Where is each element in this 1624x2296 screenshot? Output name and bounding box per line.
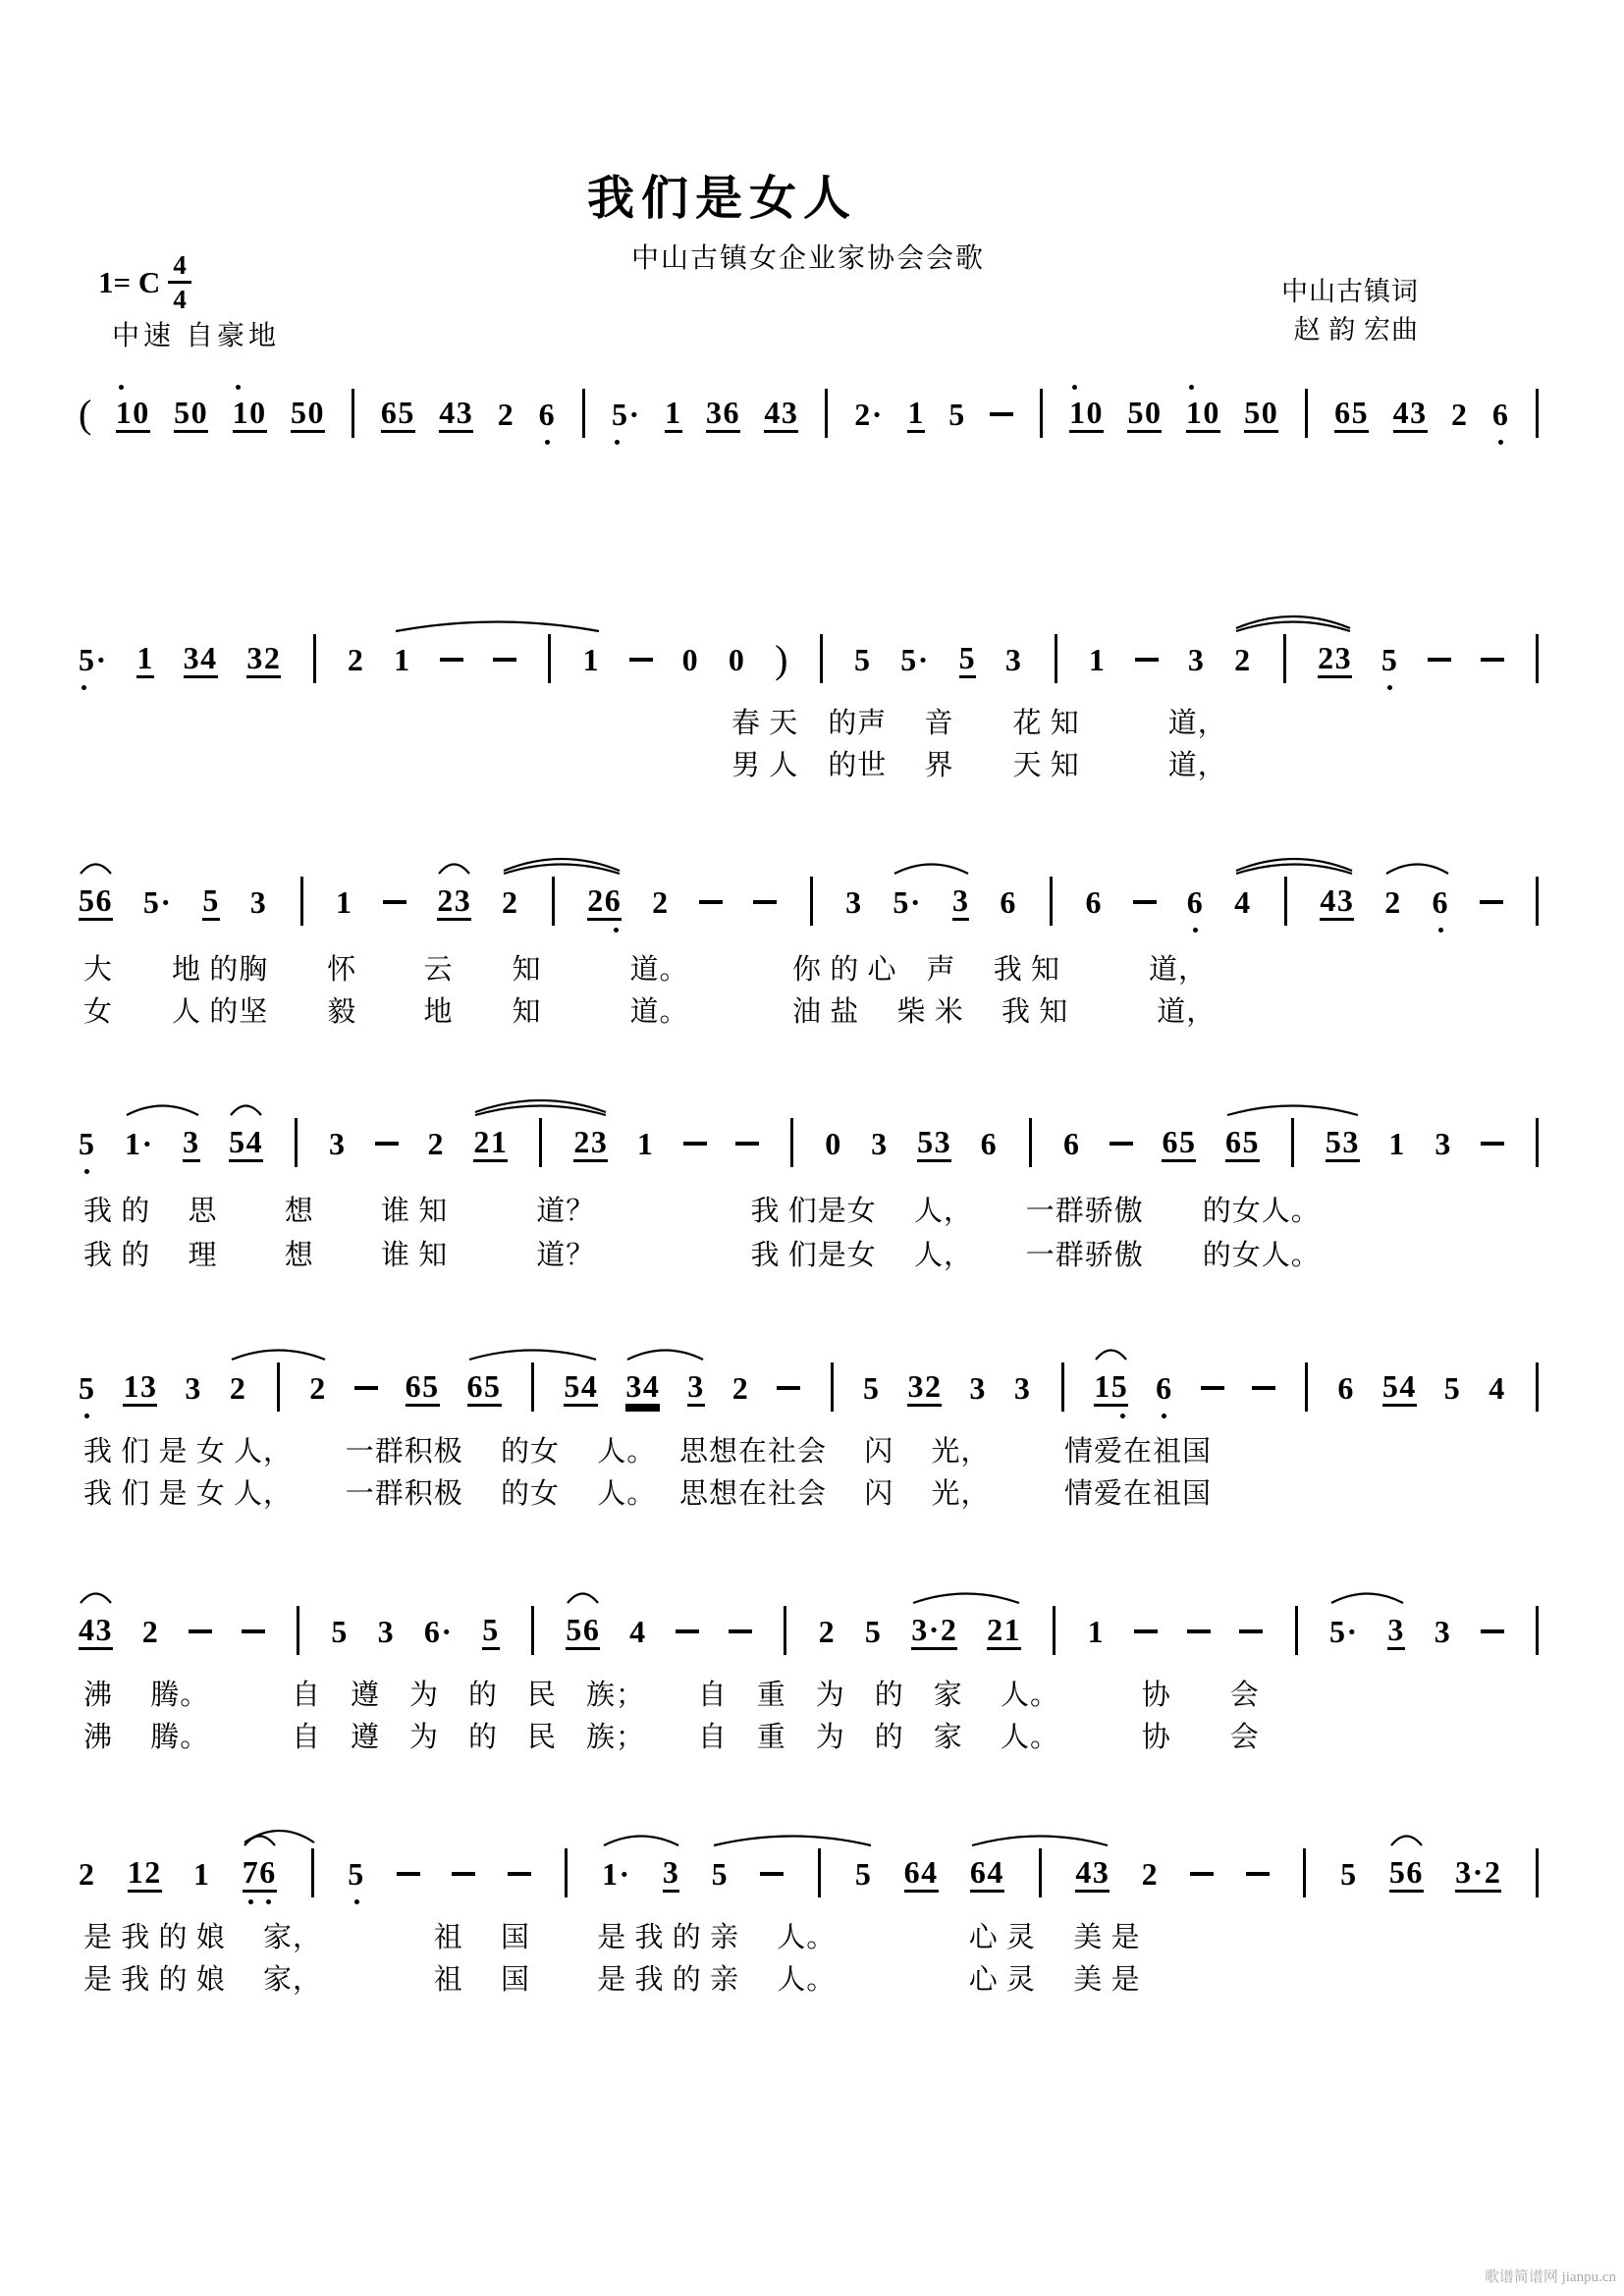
- duration-dash: [397, 1841, 420, 1907]
- credits: [1281, 273, 1419, 349]
- lyric-line-block1-v1: 春 天 的声 音 花 知 道，: [731, 708, 1227, 739]
- barline: [1534, 626, 1542, 693]
- note-2: 2: [79, 1856, 96, 1892]
- music-line-4: [79, 1110, 1542, 1177]
- note-26: 26: [587, 869, 622, 935]
- note-50: 50: [1127, 381, 1162, 448]
- note-10: 10: [1186, 381, 1220, 448]
- duration-dash: [629, 626, 653, 693]
- barline: [298, 869, 305, 935]
- barline: [782, 1598, 789, 1665]
- note-3: 3: [687, 1355, 705, 1421]
- barline: [1534, 1598, 1542, 1665]
- note-0: 0: [681, 642, 700, 677]
- duration-dash: [440, 626, 463, 693]
- duration-dash: [1187, 1598, 1211, 1665]
- octave-dot: [1387, 685, 1392, 690]
- note-1: 1: [394, 642, 411, 677]
- note-2: 2: [1450, 397, 1469, 432]
- time-signature-bottom: 4: [173, 285, 187, 315]
- note-5: 5: [864, 1614, 883, 1649]
- barline: [1027, 1110, 1035, 1177]
- barline: [580, 381, 588, 448]
- barline: [1038, 381, 1046, 448]
- note-2: 2: [1141, 1856, 1160, 1892]
- duration-dash: [242, 1598, 265, 1665]
- lyric-line-block1-v2: 男 人 的世 界 天 知 道，: [731, 750, 1227, 781]
- note-32: 32: [907, 1355, 942, 1421]
- note-1: 1: [907, 381, 925, 448]
- octave-dot: [614, 928, 619, 933]
- lyric-line-block4-v1: 我 们 是 女 人， 一群积极 的女 人。 思想在社会 闪 光， 情爱在祖国: [83, 1436, 1213, 1468]
- octave-dot: [545, 440, 550, 445]
- duration-dash: [1190, 1841, 1214, 1907]
- barline: [1534, 1110, 1542, 1177]
- note-3·2: 3·2: [1455, 1841, 1501, 1907]
- note-5·: 5·: [1328, 1614, 1359, 1649]
- note-43: 43: [79, 1598, 113, 1665]
- note-4: 4: [1234, 884, 1252, 920]
- note-21: 21: [473, 1110, 508, 1177]
- note-5: 5: [79, 1355, 96, 1421]
- barline: [1534, 1355, 1542, 1421]
- octave-dot: [1438, 928, 1443, 933]
- barline: [274, 1355, 282, 1421]
- note-1: 1: [335, 884, 353, 920]
- note-50: 50: [1244, 381, 1278, 448]
- note-12: 12: [128, 1841, 162, 1907]
- key-signature: [98, 251, 191, 314]
- note-23: 23: [573, 1110, 608, 1177]
- note-43: 43: [1075, 1841, 1110, 1907]
- note-1: 1: [1388, 1126, 1406, 1161]
- barline: [1280, 626, 1288, 693]
- note-3: 3: [1387, 1598, 1405, 1665]
- note-4: 4: [1489, 1370, 1506, 1406]
- note-6: 6: [1492, 381, 1510, 448]
- lyric-line-block5-v1: 沸 腾。 自 遵 为 的 民 族； 自 重 为 的 家 人。 协 会: [83, 1680, 1260, 1711]
- note-5·: 5·: [900, 642, 930, 677]
- note-50: 50: [291, 381, 325, 448]
- barline: [1534, 381, 1542, 448]
- note-2: 2: [502, 884, 519, 920]
- octave-dot: [1120, 1414, 1125, 1418]
- note-3: 3: [663, 1841, 680, 1907]
- octave-dot: [236, 385, 241, 390]
- note-1·: 1·: [602, 1856, 631, 1892]
- note-2: 2: [1234, 642, 1252, 677]
- barline: [828, 1355, 836, 1421]
- barline: [295, 1598, 302, 1665]
- duration-dash: [1428, 626, 1451, 693]
- slur-tie-arcs: [79, 1817, 1542, 1850]
- note-3: 3: [845, 884, 863, 920]
- music-line-5: [79, 1355, 1542, 1421]
- music-line-1: [79, 381, 1542, 448]
- duration-dash: [452, 1841, 475, 1907]
- octave-dot: [1072, 385, 1077, 390]
- octave-dot: [1498, 440, 1503, 445]
- note-3: 3: [185, 1370, 202, 1406]
- note-3: 3: [1187, 642, 1206, 677]
- note-76: 76: [243, 1841, 277, 1907]
- note-64: 64: [970, 1841, 1004, 1907]
- octave-dot: [248, 1899, 253, 1904]
- lyric-line-block3-v1: 我 的 思 想 谁 知 道？ 我 们是女 人， 一群骄傲 的女人。: [83, 1196, 1321, 1227]
- note-2: 2: [818, 1614, 837, 1649]
- note-6: 6: [1433, 869, 1450, 935]
- barline: [788, 1110, 796, 1177]
- note-53: 53: [917, 1110, 951, 1177]
- duration-dash: [1481, 1598, 1504, 1665]
- note-2: 2: [141, 1614, 160, 1649]
- music-line-3: [79, 869, 1542, 935]
- note-5: 5: [854, 642, 872, 677]
- duration-dash: [1481, 1110, 1504, 1177]
- note-3: 3: [329, 1126, 347, 1161]
- duration-dash: [729, 1598, 752, 1665]
- duration-dash: [354, 1355, 378, 1421]
- note-6: 6: [1000, 884, 1017, 920]
- barline: [1036, 1841, 1044, 1907]
- note-21: 21: [987, 1598, 1021, 1665]
- note-5: 5: [854, 1856, 873, 1892]
- duration-dash: [990, 381, 1013, 448]
- barline: [1281, 869, 1289, 935]
- note-5: 5: [1443, 1370, 1462, 1406]
- note-3·2: 3·2: [911, 1598, 957, 1665]
- note-2: 2: [309, 1370, 327, 1406]
- octave-dot: [1193, 928, 1198, 933]
- barline: [1052, 626, 1059, 693]
- note-43: 43: [439, 381, 473, 448]
- note-65: 65: [467, 1355, 502, 1421]
- duration-dash: [1252, 1355, 1275, 1421]
- note-36: 36: [706, 381, 740, 448]
- note-54: 54: [1382, 1355, 1417, 1421]
- lyric-line-block6-v2: 是 我 的 娘 家， 祖 国 是 我 的 亲 人。 心 灵 美 是: [83, 1964, 1141, 1996]
- time-signature: [168, 251, 191, 314]
- tempo-marking: 中速 自豪地: [112, 321, 281, 351]
- lyric-line-block6-v1: 是 我 的 娘 家， 祖 国 是 我 的 亲 人。 心 灵 美 是: [83, 1922, 1141, 1953]
- octave-dot: [81, 685, 86, 690]
- duration-dash: [1480, 869, 1503, 935]
- note-5: 5: [1381, 626, 1399, 693]
- barline: [817, 626, 825, 693]
- barline: [1048, 869, 1056, 935]
- duration-dash: [1133, 869, 1157, 935]
- note-10: 10: [1069, 381, 1104, 448]
- note-50: 50: [174, 381, 208, 448]
- duration-dash: [493, 626, 516, 693]
- parenthesis: (: [79, 392, 92, 436]
- barline: [807, 869, 815, 935]
- note-6: 6: [539, 381, 557, 448]
- time-signature-top: 4: [168, 251, 191, 284]
- note-6: 6: [1187, 869, 1205, 935]
- note-2: 2: [229, 1370, 247, 1406]
- note-54: 54: [564, 1355, 598, 1421]
- note-3: 3: [183, 1110, 200, 1177]
- music-line-7: [79, 1841, 1542, 1907]
- song-title: 我们是女人: [587, 173, 858, 225]
- note-56: 56: [1389, 1841, 1424, 1907]
- lyric-line-block2-v2: 女 人 的坚 毅 地 知 道。 油 盐 柴 米 我 知 道，: [83, 996, 1217, 1028]
- note-1: 1: [1088, 642, 1107, 677]
- duration-dash: [735, 1110, 759, 1177]
- watermark: 歌谱简谱网 jianpu.cn: [1484, 2269, 1616, 2285]
- note-5: 5: [959, 626, 977, 693]
- note-5: 5: [202, 869, 220, 935]
- note-2: 2: [497, 397, 515, 432]
- slur-tie-arcs: [79, 1331, 1542, 1364]
- barline: [293, 1110, 300, 1177]
- note-54: 54: [229, 1110, 263, 1177]
- note-0: 0: [728, 642, 746, 677]
- note-3: 3: [871, 1126, 889, 1161]
- note-65: 65: [1334, 381, 1369, 448]
- note-2: 2: [652, 884, 670, 920]
- note-13: 13: [123, 1355, 157, 1421]
- barline: [529, 1598, 537, 1665]
- key-letter: 1= C: [98, 264, 161, 299]
- note-5: 5: [1340, 1856, 1358, 1892]
- barline: [823, 381, 831, 448]
- barline: [308, 1841, 316, 1907]
- note-65: 65: [381, 381, 415, 448]
- octave-dot: [119, 385, 124, 390]
- note-34: 34: [184, 626, 218, 693]
- lyric-line-block3-v2: 我 的 理 想 谁 知 道？ 我 们是女 人， 一群骄傲 的女人。: [83, 1240, 1321, 1271]
- lyric-line-block5-v2: 沸 腾。 自 遵 为 的 民 族； 自 重 为 的 家 人。 协 会: [83, 1722, 1260, 1753]
- note-3: 3: [249, 884, 268, 920]
- duration-dash: [1134, 1598, 1158, 1665]
- octave-dot: [84, 1169, 89, 1174]
- duration-dash: [1481, 626, 1504, 693]
- note-5: 5: [948, 397, 966, 432]
- duration-dash: [383, 869, 406, 935]
- note-1: 1: [582, 642, 601, 677]
- note-43: 43: [1393, 381, 1428, 448]
- note-56: 56: [566, 1598, 600, 1665]
- note-23: 23: [437, 869, 471, 935]
- duration-dash: [760, 1841, 784, 1907]
- note-5: 5: [348, 1841, 365, 1907]
- note-5·: 5·: [142, 884, 173, 920]
- note-6: 6: [980, 1126, 999, 1161]
- note-0: 0: [825, 1126, 842, 1161]
- duration-dash: [777, 1355, 800, 1421]
- duration-dash: [753, 869, 777, 935]
- note-3: 3: [952, 869, 970, 935]
- note-34: 34: [625, 1355, 660, 1421]
- barline: [1534, 1841, 1542, 1907]
- note-2: 2: [427, 1126, 445, 1161]
- note-1: 1: [1087, 1614, 1106, 1649]
- lyric-line-block2-v1: 大 地 的胸 怀 云 知 道。 你 的 心 声 我 知 道，: [83, 954, 1209, 986]
- octave-dot: [1189, 385, 1194, 390]
- duration-dash: [683, 1110, 707, 1177]
- octave-dot: [84, 1414, 89, 1418]
- barline: [1534, 869, 1542, 935]
- note-5: 5: [482, 1598, 500, 1665]
- duration-dash: [699, 869, 723, 935]
- note-6: 6: [1337, 1370, 1355, 1406]
- note-3: 3: [1434, 1614, 1452, 1649]
- note-1: 1: [193, 1856, 211, 1892]
- note-10: 10: [116, 381, 150, 448]
- note-64: 64: [904, 1841, 939, 1907]
- note-15: 15: [1094, 1355, 1128, 1421]
- note-2: 2: [731, 1370, 750, 1406]
- barline: [549, 869, 557, 935]
- note-5: 5: [79, 1110, 96, 1177]
- duration-dash: [1201, 1355, 1224, 1421]
- barline: [1301, 1841, 1309, 1907]
- note-5: 5: [711, 1856, 730, 1892]
- note-4: 4: [629, 1614, 647, 1649]
- duration-dash: [676, 1598, 699, 1665]
- note-23: 23: [1318, 626, 1352, 693]
- barline: [816, 1841, 824, 1907]
- barline: [563, 1841, 570, 1907]
- note-53: 53: [1326, 1110, 1360, 1177]
- note-5: 5: [331, 1614, 349, 1649]
- octave-dot: [354, 1899, 359, 1904]
- note-1: 1: [636, 1126, 655, 1161]
- barline: [1303, 381, 1311, 448]
- note-2: 2: [1384, 884, 1402, 920]
- composer-credit: 赵 韵 宏曲: [1293, 315, 1419, 346]
- octave-dot: [615, 440, 620, 445]
- note-3: 3: [377, 1614, 396, 1649]
- duration-dash: [375, 1110, 399, 1177]
- note-3: 3: [1004, 642, 1023, 677]
- duration-dash: [1110, 1110, 1133, 1177]
- note-32: 32: [246, 626, 281, 693]
- barline: [1302, 1355, 1310, 1421]
- octave-dot: [266, 1899, 271, 1904]
- barline: [1288, 1110, 1296, 1177]
- duration-dash: [1239, 1598, 1263, 1665]
- barline: [349, 381, 356, 448]
- octave-dot: [1162, 1414, 1166, 1418]
- note-3: 3: [969, 1370, 987, 1406]
- note-3: 3: [1013, 1370, 1032, 1406]
- note-6: 6: [1085, 884, 1104, 920]
- parenthesis: ): [775, 637, 788, 681]
- note-1: 1: [665, 381, 682, 448]
- note-3: 3: [1435, 1126, 1452, 1161]
- duration-dash: [1135, 626, 1159, 693]
- note-56: 56: [79, 869, 113, 935]
- music-line-2: [79, 626, 1542, 693]
- note-10: 10: [233, 381, 267, 448]
- lyric-line-block4-v2: 我 们 是 女 人， 一群积极 的女 人。 思想在社会 闪 光， 情爱在祖国: [83, 1478, 1213, 1510]
- duration-dash: [189, 1598, 212, 1665]
- barline: [1292, 1598, 1300, 1665]
- note-2·: 2·: [854, 397, 884, 432]
- note-6·: 6·: [423, 1614, 454, 1649]
- note-65: 65: [406, 1355, 440, 1421]
- barline: [310, 626, 318, 693]
- barline: [537, 1110, 545, 1177]
- lyricist-credit: 中山古镇词: [1281, 277, 1419, 306]
- note-5: 5: [863, 1370, 881, 1406]
- note-5·: 5·: [612, 381, 641, 448]
- note-6: 6: [1063, 1126, 1081, 1161]
- note-5·: 5·: [893, 884, 923, 920]
- barline: [1058, 1355, 1066, 1421]
- song-subtitle: 中山古镇女企业家协会会歌: [631, 243, 986, 274]
- note-43: 43: [1320, 869, 1354, 935]
- note-65: 65: [1162, 1110, 1196, 1177]
- note-65: 65: [1225, 1110, 1260, 1177]
- duration-dash: [1246, 1841, 1270, 1907]
- music-line-6: [79, 1598, 1542, 1665]
- note-43: 43: [764, 381, 798, 448]
- note-1·: 1·: [124, 1126, 154, 1161]
- note-5·: 5·: [79, 626, 108, 693]
- note-2: 2: [347, 642, 365, 677]
- barline: [1051, 1598, 1058, 1665]
- note-6: 6: [1156, 1355, 1173, 1421]
- note-1: 1: [136, 626, 154, 693]
- barline: [528, 1355, 536, 1421]
- duration-dash: [508, 1841, 531, 1907]
- barline: [546, 626, 554, 693]
